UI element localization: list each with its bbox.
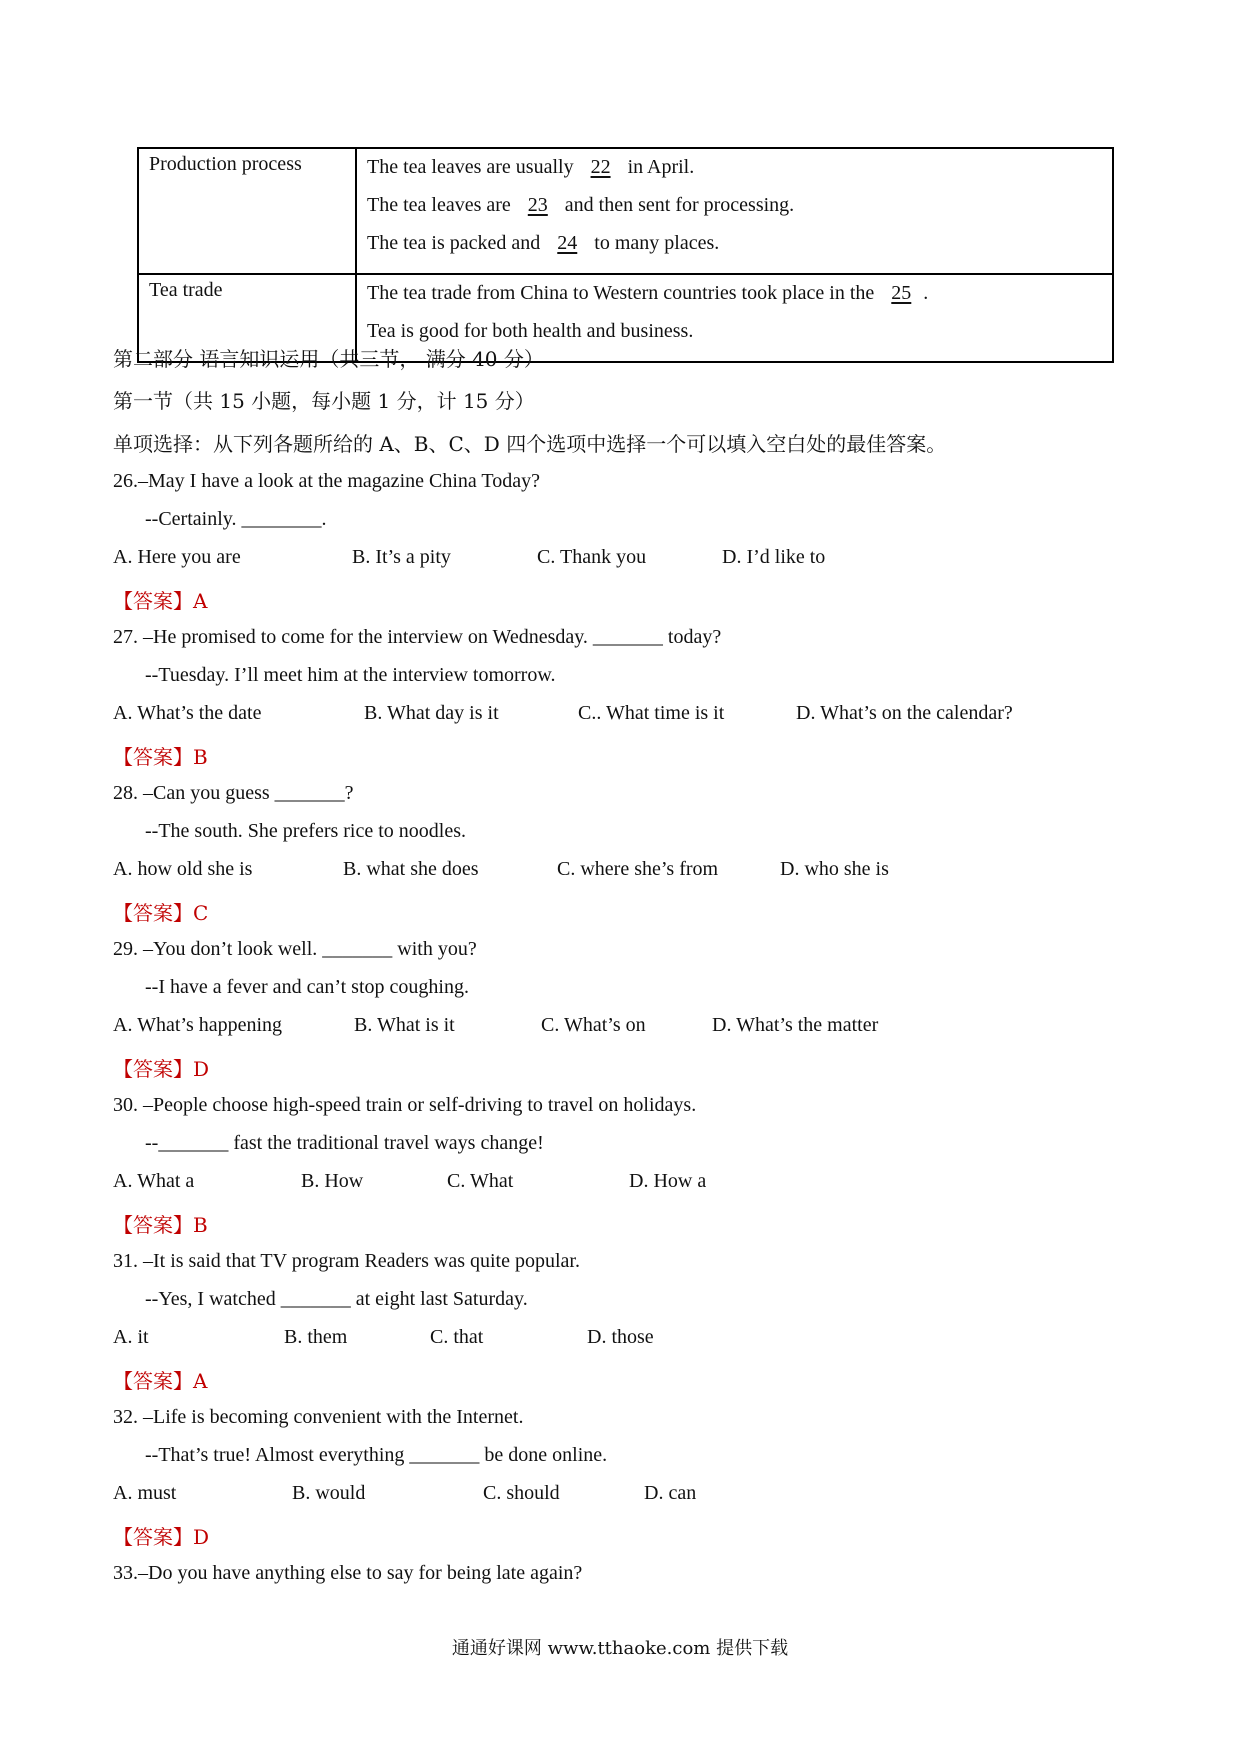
- table-line: The tea leaves are 23 and then sent for processing.: [367, 191, 1102, 229]
- option-a: A. it: [113, 1326, 149, 1348]
- option-b: B. What day is it: [364, 702, 499, 724]
- blank-23: 23: [527, 194, 548, 216]
- option-a: A. What’s happening: [113, 1014, 283, 1036]
- option-d: D. How a: [629, 1170, 707, 1192]
- page-footer: 通通好课网 www.tthaoke.com 提供下载: [451, 1638, 789, 1659]
- question-stem: 26.–May I have a look at the magazine China Today?: [113, 470, 540, 492]
- question-reply: --Yes, I watched _______ at eight last Saturday.: [145, 1288, 528, 1310]
- option-c: C.. What time is it: [578, 702, 725, 724]
- option-b: B. What is it: [354, 1014, 455, 1036]
- question-stem: 27. –He promised to come for the interview on Wednesday. _______ today?: [113, 626, 722, 648]
- option-c: C. What’s on: [541, 1014, 646, 1036]
- option-a: A. how old she is: [113, 858, 253, 880]
- row-content: [356, 148, 1113, 274]
- question-stem: 31. –It is said that TV program Readers was quite popular.: [113, 1250, 580, 1272]
- section-heading: 第一节（共 15 小题，每小题 1 分，计 15 分）: [113, 389, 535, 413]
- answer: 【答案】B: [113, 745, 208, 769]
- question-reply: --The south. She prefers rice to noodles.: [145, 820, 467, 842]
- answer: 【答案】B: [113, 1213, 208, 1237]
- option-a: A. What’s the date: [113, 702, 262, 724]
- option-a: A. Here you are: [113, 546, 241, 568]
- question-reply: --Certainly. ________.: [145, 508, 327, 530]
- option-d: D. those: [587, 1326, 654, 1348]
- blank-25: 25: [891, 282, 912, 304]
- option-d: D. What’s on the calendar?: [796, 702, 1013, 724]
- question-reply: --Tuesday. I’ll meet him at the interview tomorrow.: [145, 664, 556, 686]
- blank-24: 24: [557, 232, 578, 254]
- answer: 【答案】D: [113, 1525, 210, 1549]
- table-line: The tea leaves are usually 22 in April.: [367, 153, 1102, 191]
- instructions: 单项选择：从下列各题所给的 A、B、C、D 四个选项中选择一个可以填入空白处的最佳答案。: [113, 432, 947, 456]
- option-d: D. I’d like to: [722, 546, 826, 568]
- question-stem: 30. –People choose high-speed train or self-driving to travel on holidays.: [113, 1094, 697, 1116]
- table-line: The tea is packed and 24 to many places.: [367, 229, 1102, 267]
- answer: 【答案】C: [113, 901, 209, 925]
- table-line: Tea is good for both health and business.: [367, 320, 694, 342]
- question-stem: 33.–Do you have anything else to say for being late again?: [113, 1562, 583, 1584]
- option-b: B. It’s a pity: [352, 546, 451, 568]
- option-c: C. that: [430, 1326, 484, 1348]
- option-b: B. How: [301, 1170, 364, 1192]
- option-c: C. where she’s from: [557, 858, 719, 880]
- option-d: D. who she is: [780, 858, 889, 880]
- row-label: Production process: [138, 148, 356, 274]
- option-b: B. them: [284, 1326, 348, 1348]
- answer: 【答案】A: [113, 589, 208, 613]
- option-d: D. What’s the matter: [712, 1014, 879, 1036]
- option-d: D. can: [644, 1482, 697, 1504]
- question-reply: --I have a fever and can’t stop coughing.: [145, 976, 469, 998]
- answer: 【答案】D: [113, 1057, 210, 1081]
- row-label: Tea trade: [138, 274, 356, 362]
- part-heading: 第二部分 语言知识运用（共三节， 满分 40 分）: [113, 347, 544, 371]
- question-reply: --That’s true! Almost everything _______ be done online.: [145, 1444, 608, 1466]
- blank-22: 22: [590, 156, 611, 178]
- option-c: C. Thank you: [537, 546, 647, 568]
- table-line: The tea trade from China to Western countries took place in the 25 .: [367, 279, 1102, 317]
- option-b: B. would: [292, 1482, 366, 1504]
- option-c: C. What: [447, 1170, 514, 1192]
- question-stem: 29. –You don’t look well. _______ with you?: [113, 938, 477, 960]
- question-stem: 28. –Can you guess _______?: [113, 782, 354, 804]
- question-reply: --_______ fast the traditional travel ways change!: [145, 1132, 544, 1154]
- answer: 【答案】A: [113, 1369, 208, 1393]
- option-c: C. should: [483, 1482, 560, 1504]
- option-b: B. what she does: [343, 858, 479, 880]
- option-a: A. must: [113, 1482, 177, 1504]
- option-a: A. What a: [113, 1170, 195, 1192]
- tea-info-table: [137, 147, 1114, 363]
- question-stem: 32. –Life is becoming convenient with the Internet.: [113, 1406, 524, 1428]
- table-row: [138, 148, 1113, 274]
